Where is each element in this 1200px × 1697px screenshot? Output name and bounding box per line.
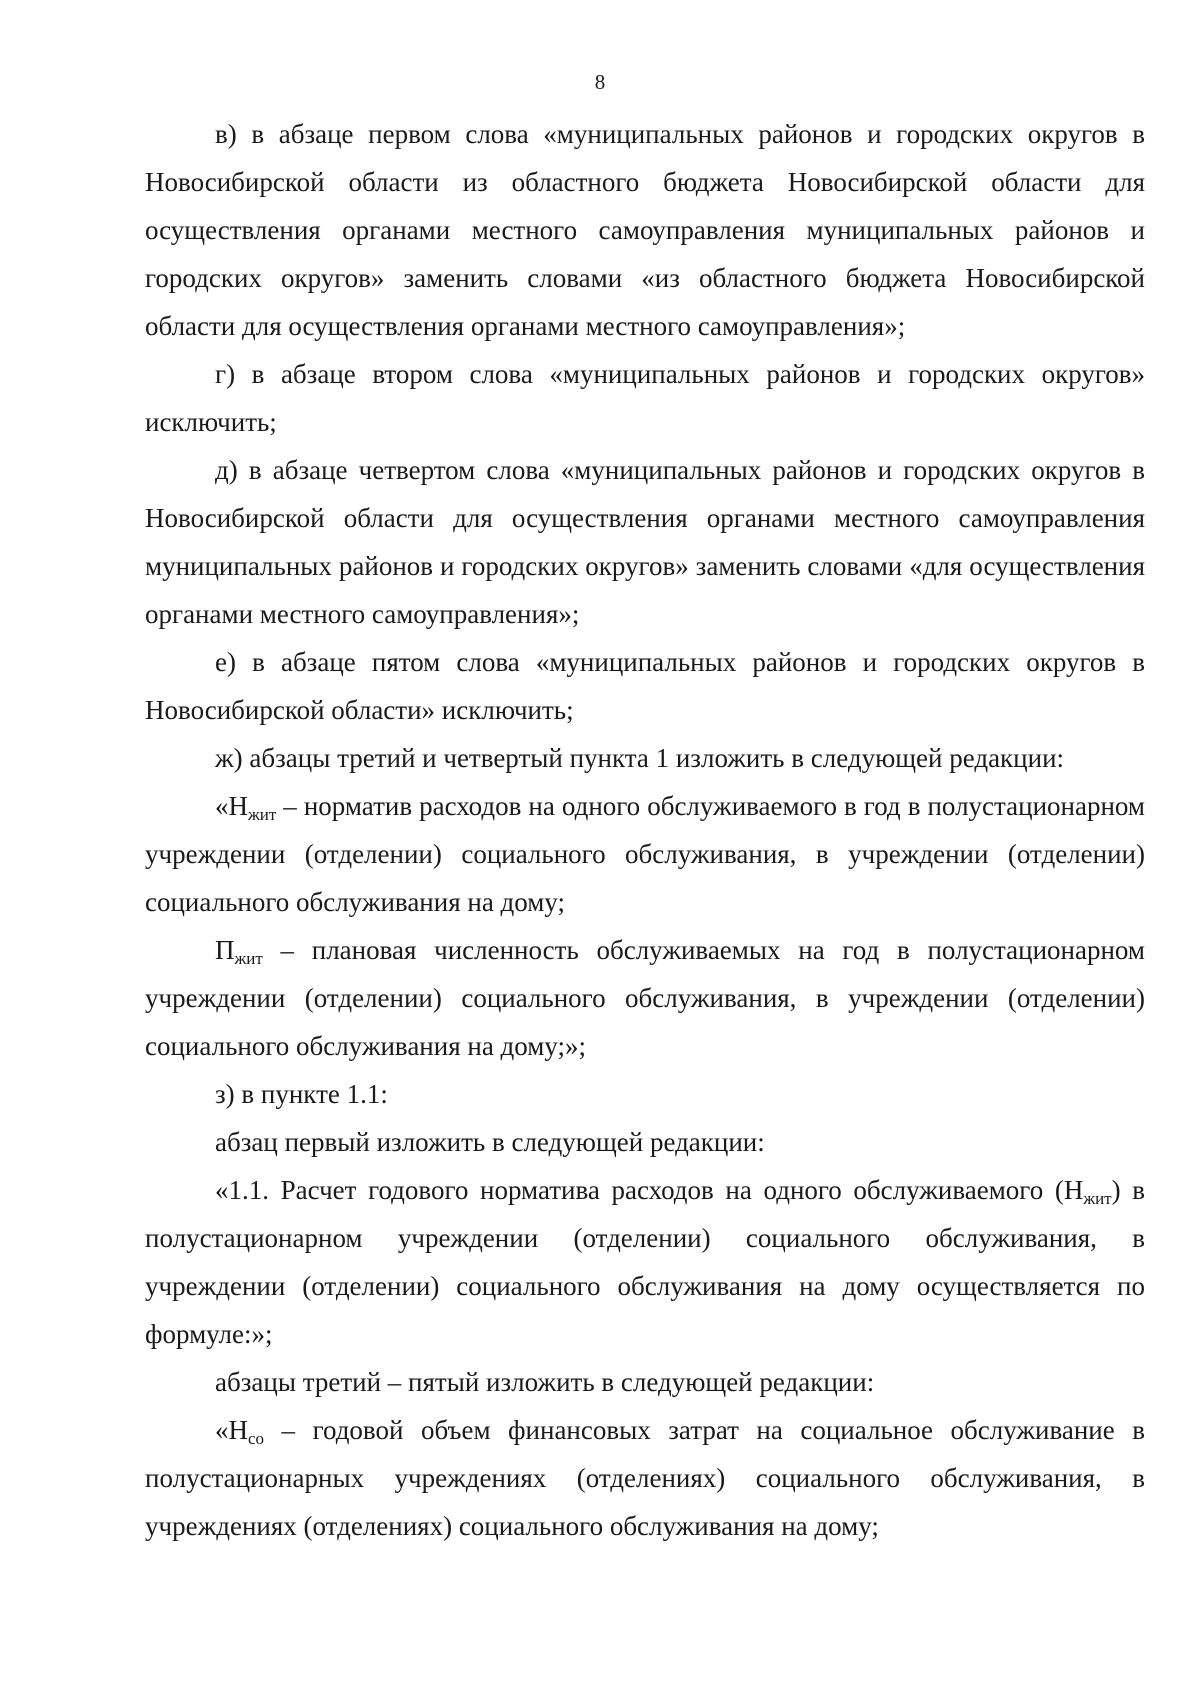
text-run: – годовой объем финансовых затрат на социальное обслуживание в полустационарных учреждениях (отделениях) социального обслуживания, в учреждениях (отделениях) социального обслуживания на дому;: [145, 1415, 1145, 1541]
document-body: [145, 110, 1145, 1550]
paragraph-first-abzac: абзац первый изложить в следующей редакции:: [215, 1127, 765, 1157]
text-run: ) в полустационарном учреждении (отделении) социального обслуживания, в учреждении (отделении) социального обслуживания на дому осуществляется по формуле:»;: [145, 1175, 1145, 1349]
paragraph-zh: ж) абзацы третий и четвертый пункта 1 изложить в следующей редакции:: [215, 743, 1065, 773]
text-run: П: [215, 935, 235, 965]
subscript: со: [248, 1429, 265, 1448]
text-run: «Н: [215, 1415, 248, 1445]
subscript: жит: [234, 949, 263, 968]
paragraph-n-so-definition: [145, 1406, 1145, 1550]
paragraph-g: г) в абзаце втором слова «муниципальных районов и городских округов» исключить;: [145, 359, 1145, 437]
paragraph-1-1: [145, 1166, 1145, 1358]
page-number: 8: [594, 70, 606, 94]
paragraph-p-zhit-definition: [145, 926, 1145, 1070]
paragraph-abzacy-3-5: абзацы третий – пятый изложить в следующей редакции:: [215, 1367, 875, 1397]
paragraph-z: з) в пункте 1.1:: [215, 1079, 388, 1109]
text-run: «Н: [215, 791, 248, 821]
paragraph-n-zhit-definition: [145, 782, 1145, 926]
subscript: жит: [1083, 1189, 1112, 1208]
text-run: – плановая численность обслуживаемых на год в полустационарном учреждении (отделении) социального обслуживания, в учреждении (отделении) социального обслуживания на дому;»;: [145, 935, 1145, 1061]
paragraph-d: д) в абзаце четвертом слова «муниципальных районов и городских округов в Новосибирской области для осуществления органами местного самоуправления муниципальных районов и городских округов» заменить словами «для осуществления органами местного самоуправления»;: [145, 455, 1145, 629]
paragraph-e: е) в абзаце пятом слова «муниципальных районов и городских округов в Новосибирской области» исключить;: [145, 647, 1145, 725]
text-run: – норматив расходов на одного обслуживаемого в год в полустационарном учреждении (отделении) социального обслуживания, в учреждении (отделении) социального обслуживания на дому;: [145, 791, 1145, 917]
paragraph-v: в) в абзаце первом слова «муниципальных районов и городских округов в Новосибирской области из областного бюджета Новосибирской области для осуществления органами местного самоуправления муниципальных районов и городских округов» заменить словами «из областного бюджета Новосибирской области для осуществления органами местного самоуправления»;: [145, 119, 1145, 341]
text-run: «1.1. Расчет годового норматива расходов на одного обслуживаемого (Н: [215, 1175, 1084, 1205]
subscript: жит: [248, 805, 277, 824]
